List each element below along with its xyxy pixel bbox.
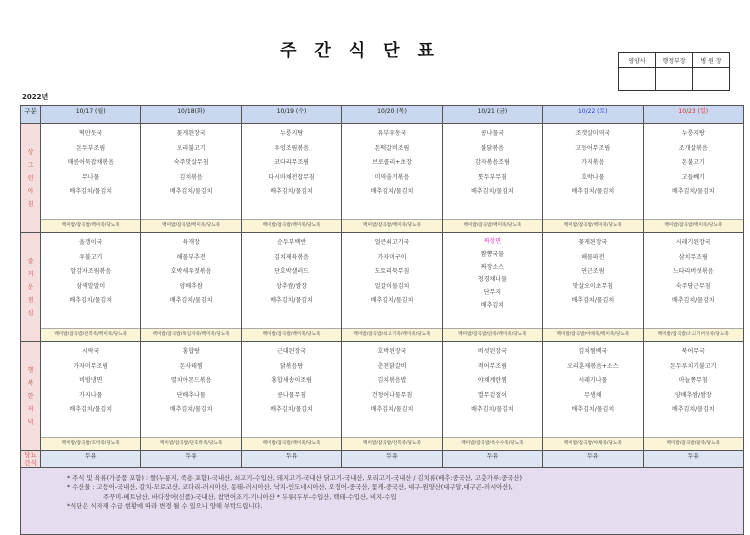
meal-label: 즐 거 운 점 심 (21, 233, 41, 342)
snack-row (21, 451, 744, 468)
menu-cell (241, 233, 341, 342)
menu-item: 적어무조림 (477, 362, 507, 370)
menu-cell (41, 124, 141, 233)
menu-item: 가지볶음 (581, 159, 605, 166)
rice-porridge-options: 백미밥/잡곡밥/백미죽/당뇨죽 (242, 328, 341, 341)
approval-director: 병 원 장 (693, 53, 730, 68)
snack-cell: 두유 (442, 451, 542, 468)
menu-item: 야채계란찜 (477, 377, 507, 384)
menu-item: 배추김치/물김치 (169, 188, 213, 195)
menu-item: 열무겉절이 (477, 391, 507, 399)
rice-porridge-options: 백미밥/잡곡밥/호박죽/당뇨죽 (41, 437, 140, 450)
menu-item: 배추김치/물김치 (671, 406, 715, 413)
menu-item: 춘천닭갈비 (377, 362, 407, 370)
snack-cell: 두유 (241, 451, 341, 468)
note-line: 주꾸미-베트남산, 바다장어(신품)-국내산, 참먼어조기-기니아산 * 두류(두부-수입산, 백태-수입산, 비지-수입 (103, 493, 397, 501)
menu-item: 배추김치/물김치 (69, 188, 112, 195)
menu-item: 오리훈제볶음+소스 (567, 362, 619, 370)
menu-item: 우엉조림볶음 (274, 144, 309, 152)
menu-item: 고들빼기 (681, 173, 705, 181)
rice-porridge-options: 백미밥/잡곡밥/팥죽/당뇨죽 (644, 437, 743, 450)
menu-cell (342, 124, 442, 233)
menu-item: 배추김치/물김치 (270, 188, 313, 195)
menu-item: 꽃게된장국 (176, 130, 206, 137)
menu-item: 해물부추전 (176, 253, 206, 261)
menu-item: 근대된장국 (277, 348, 307, 355)
day-header: 10/18(화) (141, 106, 241, 124)
menu-item: 누룽지탕 (681, 130, 705, 137)
snack-cell: 두유 (342, 451, 442, 468)
rice-porridge-options: 백미밥/잡곡밥/백미죽/당뇨죽 (443, 219, 542, 232)
menu-item: 배추김치 (480, 301, 504, 309)
menu-item: 단무지 (483, 289, 502, 297)
menu-item: 가자미구이 (377, 253, 407, 261)
menu-cell (41, 342, 141, 451)
menu-item: 느타리버섯볶음 (672, 268, 714, 275)
menu-item: 배추김치/물김치 (169, 297, 213, 304)
menu-item: 무나물 (82, 173, 100, 181)
menu-item: 조갯살미역국 (575, 130, 611, 137)
day-header: 10/22 (토) (543, 106, 643, 124)
menu-item: 배추김치/물김치 (270, 297, 313, 304)
rice-porridge-options: 백미밥/잡곡밥/흑임자죽/백미죽/당뇨죽 (141, 328, 240, 341)
menu-item: 돈두루치기불고기 (670, 362, 717, 370)
menu-item: 다시마채전잡무침 (268, 173, 315, 181)
menu-item: 연근조림 (581, 268, 605, 275)
menu-item: 도토리묵무침 (374, 268, 410, 275)
rice-porridge-options: 백미밥/잡곡밥/옥수수죽/당뇨죽 (443, 437, 542, 450)
day-header: 10/17 (월) (41, 106, 141, 124)
meal-row (21, 124, 744, 233)
note-line: * 주식 및 육류(가공품 포함) : 쌀(누룽지, 죽용 포함)-국내산, 쇠고기-수입산, 돼지고기-국내산 닭고기-국내산, 오리고기-국내산 / 김치류(배추:중국산, 고춧가루:중국산) (67, 475, 522, 482)
menu-item: 브로콜리+초장 (372, 159, 412, 166)
menu-item: 배추김치/물김치 (471, 188, 514, 195)
menu-item: 가지나물 (79, 391, 103, 399)
menu-item: 유부우동국 (377, 130, 407, 137)
rice-porridge-options: 백미밥/잡곡밥/백미죽/당뇨죽 (644, 219, 743, 232)
origin-notes (21, 468, 744, 535)
menu-item: 단배추나물 (176, 391, 206, 399)
menu-item: 숙주당근무침 (675, 282, 711, 290)
rice-porridge-options: 백미밥/잡곡밥/백미죽/당뇨죽 (141, 219, 240, 232)
menu-cell (141, 233, 241, 342)
menu-item: 코다리무조림 (274, 159, 309, 166)
menu-item: 콩나물무침 (277, 391, 307, 399)
rice-porridge-options: 백미밥/잡곡밥/야채죽/당뇨죽 (543, 437, 642, 450)
snack-cell: 두유 (543, 451, 643, 468)
menu-item: 양배추쌈/쌈장 (674, 391, 712, 399)
menu-item: 얼갈이물김치 (374, 282, 410, 290)
rice-porridge-options: 백미밥/잡곡밥/백미죽/당뇨죽 (41, 219, 140, 232)
menu-item: 매콤어묵잡채볶음 (67, 159, 114, 166)
page-title: 주 간 식 단 표 (280, 41, 440, 61)
menu-item: 김치볶음 (179, 173, 203, 181)
menu-cell (543, 342, 643, 451)
meal-label: 상 그 린 아 침 (21, 124, 41, 233)
header-row (21, 106, 744, 124)
menu-item: 미역줄기볶음 (374, 173, 410, 181)
menu-cell (241, 342, 341, 451)
menu-item: 짜장소스 (480, 263, 504, 271)
menu-item: 우불고기 (79, 253, 103, 261)
menu-item: 시락국 (82, 348, 100, 355)
meal-row (21, 342, 744, 451)
menu-item: 시래기나물 (578, 377, 608, 384)
snack-label: 당뇨 간식 (21, 451, 41, 468)
menu-item: 알감자조림볶음 (70, 268, 111, 275)
note-line: *식단은 식자재 수급 현황에 따라 변경 될 수 있으니 양해 부탁드립니다. (67, 503, 263, 511)
day-header: 10/20 (목) (342, 106, 442, 124)
meal-label: 행 복 한 저 녁 (21, 342, 41, 451)
note-line: * 수산물 : 고등어-국내산, 갈치-모로코산, 코다리-러시아산, 동태-러시아산, 낙지-인도네시아산, 오징어-중국산, 꽃게-중국산, 대구-원양산(대구알,대구곤-러시아산), (67, 484, 513, 492)
menu-cell (141, 342, 241, 451)
rice-porridge-options: 백미밥/잡곡밥/백미죽/당뇨죽 (242, 219, 341, 232)
menu-item: 단호박샐러드 (274, 268, 309, 275)
rice-porridge-options: 백미밥/잡곡밥/야채죽/백미죽/당뇨죽 (543, 328, 642, 341)
menu-item: 돈사태찜 (179, 362, 203, 370)
rice-porridge-options: 백미밥/잡곡밥/닭죽/백미죽/당뇨죽 (443, 328, 542, 341)
menu-item: 얼큰쇠고기국 (374, 239, 410, 246)
menu-item: 상추쌈/쌈장 (276, 282, 308, 290)
menu-item: 올갱이국 (79, 239, 103, 246)
rice-porridge-options: 백미밥/잡곡밥/쇠고기죽/백미죽/당뇨죽 (342, 328, 441, 341)
menu-cell (241, 124, 341, 233)
approval-admin: 행정부장 (656, 53, 693, 68)
menu-item: 삼치무조림 (678, 253, 708, 261)
day-header: 10/23 (일) (643, 106, 743, 124)
menu-item: 김치제육볶음 (274, 253, 309, 261)
day-header: 10/19 (수) (241, 106, 341, 124)
menu-item: 비빔냉면 (79, 377, 103, 384)
menu-cell (442, 124, 542, 233)
menu-cell (41, 233, 141, 342)
menu-item: 김치찜백국 (578, 348, 608, 355)
menu-item: 고등어무조림 (575, 144, 611, 152)
menu-item: 호박나물 (581, 173, 605, 181)
menu-item: 순두부백반 (277, 239, 307, 246)
menu-item: 해물파전 (581, 253, 605, 261)
menu-item: 돈불고기 (681, 159, 705, 166)
menu-item: 마늘쫑무침 (678, 377, 708, 384)
menu-item: 청경채나물 (477, 276, 507, 284)
menu-item: 배추김치/물김치 (471, 406, 514, 413)
rice-porridge-options: 백미밥/잡곡밥/소고기버섯죽/당뇨죽 (644, 328, 743, 341)
menu-item: 배추김치/물김치 (571, 188, 615, 195)
rice-porridge-options: 백미밥/잡곡밥/백미죽/당뇨죽 (342, 219, 441, 232)
menu-item: 배추김치/물김치 (671, 297, 715, 304)
menu-item: 배추김치/물김치 (370, 406, 414, 413)
menu-item: 시래기된장국 (675, 239, 711, 246)
rice-porridge-options: 백미밥/잡곡밥/백미죽/당뇨죽 (543, 219, 642, 232)
menu-cell (342, 342, 442, 451)
menu-item: 호박새우젓볶음 (170, 268, 212, 275)
menu-cell (543, 124, 643, 233)
menu-item: 조개살볶음 (678, 144, 708, 152)
menu-item: 돈두부조림 (76, 144, 106, 152)
menu-item: 삼색알말이 (76, 282, 106, 290)
day-header: 10/21 (금) (442, 106, 542, 124)
menu-item: 멸치아몬드볶음 (170, 377, 212, 384)
menu-item: 짬뽕국물 (480, 250, 504, 258)
weekly-menu-table (20, 105, 744, 535)
menu-cell (643, 233, 743, 342)
menu-item: 닭볶음탕 (279, 362, 304, 370)
menu-item: 양배추쌈 (179, 282, 203, 290)
menu-item: 감자볶음조림 (475, 159, 510, 166)
notes-row (21, 468, 744, 535)
rice-porridge-options: 백미밥/잡곡밥/백미죽/당뇨죽 (242, 437, 341, 450)
menu-item: 누룽지탕 (279, 130, 304, 137)
menu-item: 오리불고기 (176, 144, 206, 152)
menu-cell (442, 342, 542, 451)
snack-cell: 두유 (41, 451, 141, 468)
menu-item: 홍합탕 (182, 348, 200, 355)
menu-item: 호박된장국 (377, 348, 407, 355)
menu-item: 짜장면 (483, 238, 502, 245)
menu-item: 배추김치/물김치 (69, 406, 112, 413)
snack-cell: 두유 (141, 451, 241, 468)
meal-row (21, 233, 744, 342)
menu-item: 불닭볶음 (480, 144, 504, 152)
rice-porridge-options: 백미밥/잡곡밥/전복죽/백미죽/당뇨죽 (41, 328, 140, 341)
approval-dietitian: 영양사 (619, 53, 656, 68)
menu-item: 무생채 (584, 391, 602, 399)
year-label: 2022년 (22, 93, 49, 101)
approval-sign-cell (619, 68, 656, 91)
menu-item: 떡만둣국 (79, 130, 103, 137)
menu-item: 배추김치/물김치 (671, 188, 715, 195)
approval-sign-cell (656, 68, 693, 91)
menu-item: 배추김치/물김치 (370, 188, 414, 195)
menu-item: 배추김치/물김치 (571, 406, 615, 413)
menu-item: 육개장 (182, 239, 200, 246)
menu-item: 꽃게된장국 (578, 239, 608, 246)
snack-cell: 두유 (643, 451, 743, 468)
menu-cell (643, 342, 743, 451)
menu-item: 김치볶음밥 (377, 377, 407, 384)
menu-item: 숙주맛살무침 (173, 159, 209, 166)
menu-cell (342, 233, 442, 342)
header-label: 구분 (21, 106, 41, 124)
menu-item: 배추김치/물김치 (169, 406, 213, 413)
menu-item: 배추김치/물김치 (571, 297, 615, 304)
menu-item: 맛살오이초무침 (572, 282, 614, 290)
approval-sign-cell (693, 68, 730, 91)
menu-item: 북어무국 (681, 348, 705, 355)
rice-porridge-options: 백미밥/잡곡밥/전복죽/당뇨죽 (342, 437, 441, 450)
menu-item: 가자미무조림 (73, 362, 109, 370)
menu-item: 버섯된장국 (477, 348, 507, 355)
menu-item: 배추김치/물김치 (270, 406, 313, 413)
menu-item: 돈떡갈비조림 (374, 144, 410, 152)
approval-box (618, 52, 730, 91)
menu-item: 콩나물국 (480, 130, 504, 137)
rice-porridge-options: 백미밥/잡곡밥/단호박죽/당뇨죽 (141, 437, 240, 450)
menu-cell (643, 124, 743, 233)
menu-item: 홍합새송이조림 (271, 377, 312, 384)
menu-cell (141, 124, 241, 233)
menu-cell (543, 233, 643, 342)
menu-cell (442, 233, 542, 342)
menu-item: 배추김치/물김치 (69, 297, 112, 304)
menu-item: 배추김치/물김치 (370, 297, 414, 304)
menu-item: 건청어나물무침 (371, 391, 413, 399)
menu-item: 톳두부무침 (477, 173, 507, 181)
